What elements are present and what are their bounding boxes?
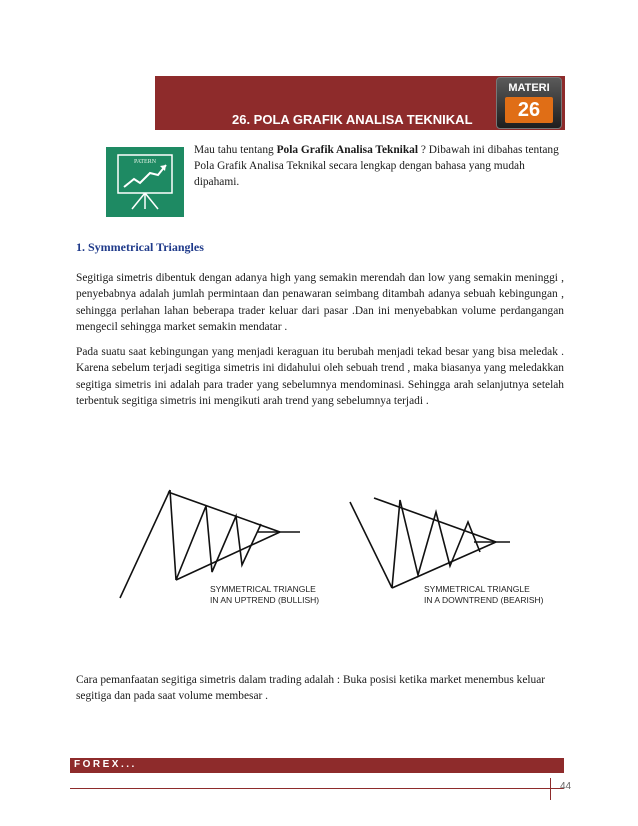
bearish-caption-line2: IN A DOWNTREND (BEARISH): [424, 595, 544, 605]
bullish-caption-line1: SYMMETRICAL TRIANGLE: [210, 584, 316, 594]
bullish-triangle-figure: [120, 490, 300, 598]
paragraph-1: Segitiga simetris dibentuk dengan adanya high yang semakin merendah dan low yang semakin meninggi , penyebabnya adalah jumlah permintaan dan penawaran seimbang ditambah adanya sebuah kebingungan , sehingga perlahan lahan beberapa trader keluar dari pasar .Dan ini menyebabkan volume perdangangan mengecil sehingga market semakin mendatar .: [76, 272, 564, 334]
paragraph-2: Pada suatu saat kebingungan yang menjadi keraguan itu berubah menjadi tekad besar yang bisa meledak . Karena sebelum terjadi segitiga simetris ini didahului oleh sebuah trend , maka biasanya yang meledakkan segitiga simetris ini adalah para trader yang sebelumnya mendominasi. Sehingga arah selanjutnya setelah terbentuk segitiga simetris ini mengikuti arah trend yang sebelumnya terjadi .: [76, 346, 564, 408]
intro-text-bold: Pola Grafik Analisa Teknikal: [276, 144, 419, 156]
materi-badge-number: 26: [505, 97, 553, 123]
intro-text: [194, 142, 566, 190]
materi-badge-label: MATERI: [508, 82, 550, 94]
intro-text-end: ? Dibawah ini dibahas tentang Pola Grafik Analisa Teknikal secara lengkap dengan bahasa yang mudah dipahami.: [194, 144, 559, 188]
bearish-caption-line1: SYMMETRICAL TRIANGLE: [424, 584, 530, 594]
triangle-patterns-diagram: [118, 470, 544, 620]
pattern-chart-icon: [106, 147, 184, 217]
bearish-triangle-figure: [350, 498, 510, 588]
intro-text-start: Mau tahu tentang: [194, 144, 277, 156]
bullish-caption-line2: IN AN UPTREND (BULLISH): [210, 595, 320, 605]
paragraph-3: Cara pemanfaatan segitiga simetris dalam trading adalah : Buka posisi ketika market menembus keluar segitiga dan pada saat volume membesar .: [76, 674, 546, 703]
footer-bar: [70, 758, 564, 773]
materi-badge: [496, 77, 562, 129]
footer-text: FOREX...: [74, 759, 137, 770]
page-title: 26. POLA GRAFIK ANALISA TEKNIKAL: [232, 112, 473, 127]
footer-rule: [70, 788, 564, 789]
page-number: 44: [560, 781, 572, 792]
pattern-icon-label: PATERN: [133, 159, 157, 165]
section-heading: 1. Symmetrical Triangles: [76, 240, 204, 254]
